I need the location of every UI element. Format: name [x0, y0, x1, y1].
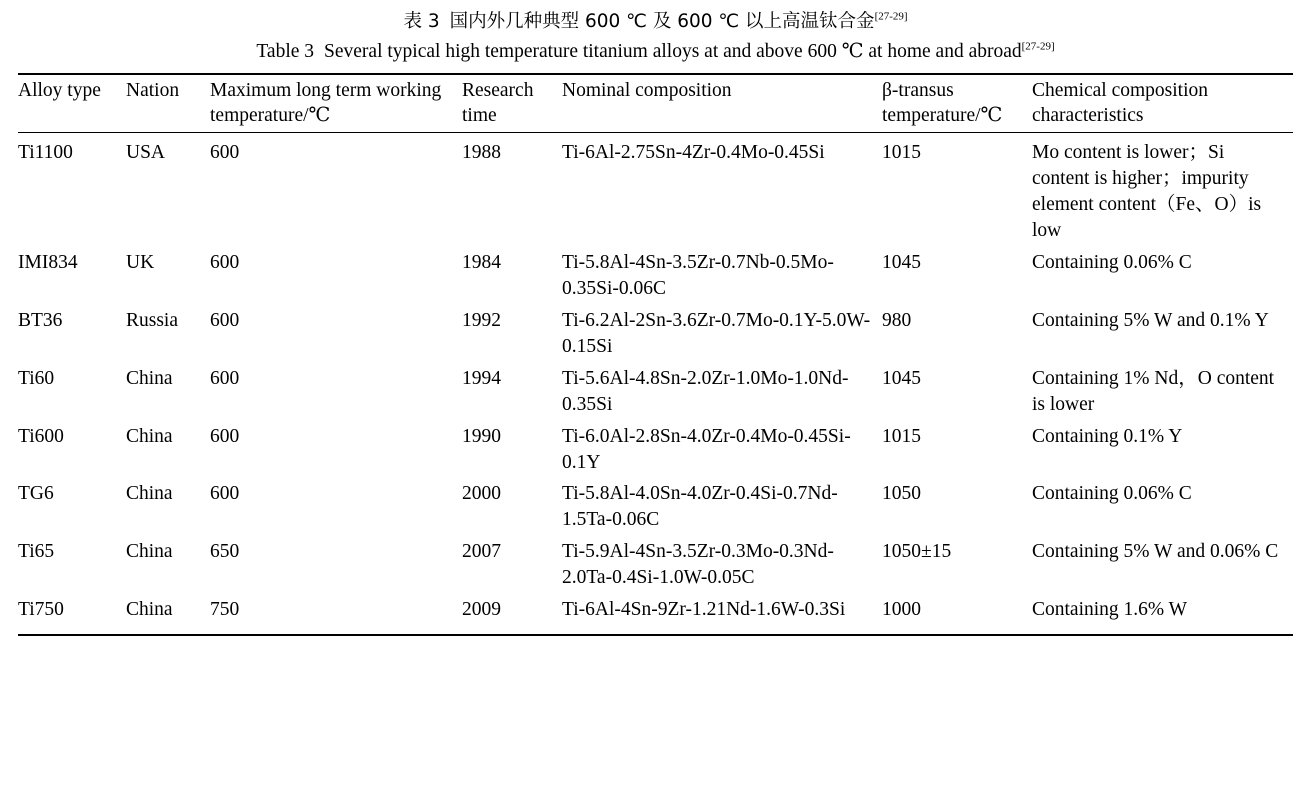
table-row — [18, 421, 1293, 479]
cell-max-temperature: 600 — [210, 425, 240, 447]
cell-beta-transus: 1000 — [882, 594, 1032, 635]
cell-beta-transus: 1045 — [882, 367, 921, 389]
cell-characteristics: Containing 5% W and 0.06% C — [1032, 541, 1279, 563]
table-header-row — [18, 74, 1293, 133]
table-header — [18, 74, 1293, 133]
caption-english-label: Table 3 — [256, 41, 315, 63]
cell-characteristics: Containing 1.6% W — [1032, 594, 1293, 635]
cell-beta-transus: 1050 — [882, 483, 921, 505]
cell-characteristics: Containing 0.06% C — [1032, 483, 1192, 505]
cell-max-temperature: 750 — [210, 594, 462, 635]
cell-beta-transus: 1050±15 — [882, 541, 952, 563]
cell-alloy-type: TG6 — [18, 483, 54, 505]
cell-nominal-composition: Ti-6.2Al-2Sn-3.6Zr-0.7Mo-0.1Y-5.0W-0.15Si — [562, 309, 871, 357]
column-header-chemical-composition-characteristics: Chemical composition characteristics — [1032, 74, 1293, 133]
cell-characteristics: Mo content is lower；Si content is higher；impurity element content（Fe、O）is low — [1032, 133, 1293, 247]
table-row — [18, 247, 1293, 305]
cell-research-time: 2000 — [462, 483, 501, 505]
cell-alloy-type: BT36 — [18, 309, 63, 331]
cell-max-temperature: 650 — [210, 541, 240, 563]
cell-characteristics: Containing 5% W and 0.1% Y — [1032, 309, 1269, 331]
table-caption — [18, 8, 1293, 67]
table-row — [18, 363, 1293, 421]
caption-chinese — [18, 8, 1293, 36]
caption-chinese-label: 表 3 — [403, 11, 440, 32]
table-row — [18, 594, 1293, 635]
cell-nominal-composition: Ti-5.8Al-4.0Sn-4.0Zr-0.4Si-0.7Nd-1.5Ta-0.06C — [562, 483, 838, 531]
cell-alloy-type: IMI834 — [18, 252, 78, 274]
cell-research-time: 1984 — [462, 252, 501, 274]
cell-nation: China — [126, 541, 173, 563]
cell-nominal-composition: Ti-6Al-2.75Sn-4Zr-0.4Mo-0.45Si — [562, 133, 882, 247]
caption-english-reference: [27-29] — [1021, 40, 1055, 53]
column-header-beta-transus-temperature: β-transus temperature/℃ — [882, 74, 1032, 133]
cell-research-time: 1992 — [462, 309, 501, 331]
caption-chinese-title: 国内外几种典型 600 ℃ 及 600 ℃ 以上高温钛合金 — [449, 11, 875, 32]
column-header-nominal-composition: Nominal composition — [562, 74, 882, 133]
cell-research-time: 1994 — [462, 367, 501, 389]
alloys-table — [18, 73, 1293, 637]
cell-characteristics: Containing 1% Nd，O content is lower — [1032, 367, 1275, 415]
cell-nominal-composition: Ti-6Al-4Sn-9Zr-1.21Nd-1.6W-0.3Si — [562, 594, 882, 635]
cell-nation: China — [126, 425, 173, 447]
table-row — [18, 133, 1293, 247]
cell-alloy-type: Ti60 — [18, 367, 55, 389]
table-row — [18, 478, 1293, 536]
column-header-research-time: Research time — [462, 74, 562, 133]
table-row — [18, 305, 1293, 363]
caption-english — [18, 38, 1293, 66]
cell-research-time: 1990 — [462, 425, 501, 447]
cell-nominal-composition: Ti-5.8Al-4Sn-3.5Zr-0.7Nb-0.5Mo-0.35Si-0.06C — [562, 252, 834, 299]
cell-research-time: 2009 — [462, 594, 562, 635]
cell-nation: China — [126, 483, 173, 505]
cell-max-temperature: 600 — [210, 133, 462, 247]
caption-chinese-reference: [27-29] — [874, 10, 908, 23]
table-row — [18, 536, 1293, 594]
cell-alloy-type: Ti65 — [18, 541, 55, 563]
column-header-nation: Nation — [126, 74, 210, 133]
cell-nation: China — [126, 594, 210, 635]
cell-nation: Russia — [126, 309, 179, 331]
cell-nation: China — [126, 367, 173, 389]
cell-characteristics: Containing 0.1% Y — [1032, 425, 1183, 447]
cell-alloy-type: Ti600 — [18, 425, 64, 447]
cell-research-time: 2007 — [462, 541, 501, 563]
cell-nominal-composition: Ti-5.9Al-4Sn-3.5Zr-0.3Mo-0.3Nd-2.0Ta-0.4Si-1.0W-0.05C — [562, 541, 834, 589]
cell-beta-transus: 980 — [882, 309, 912, 331]
cell-max-temperature: 600 — [210, 367, 240, 389]
table-body — [18, 133, 1293, 635]
cell-nation: USA — [126, 133, 210, 247]
cell-nation: UK — [126, 252, 155, 274]
cell-beta-transus: 1015 — [882, 133, 1032, 247]
cell-alloy-type: Ti750 — [18, 594, 126, 635]
cell-research-time: 1988 — [462, 133, 562, 247]
column-header-alloy-type: Alloy type — [18, 74, 126, 133]
caption-english-title: Several typical high temperature titanium alloys at and above 600 ℃ at home and abroad — [324, 41, 1022, 63]
cell-max-temperature: 600 — [210, 252, 240, 274]
cell-nominal-composition: Ti-5.6Al-4.8Sn-2.0Zr-1.0Mo-1.0Nd-0.35Si — [562, 367, 849, 415]
cell-beta-transus: 1015 — [882, 425, 921, 447]
cell-alloy-type: Ti1100 — [18, 133, 126, 247]
cell-nominal-composition: Ti-6.0Al-2.8Sn-4.0Zr-0.4Mo-0.45Si-0.1Y — [562, 425, 851, 473]
cell-max-temperature: 600 — [210, 309, 240, 331]
cell-characteristics: Containing 0.06% C — [1032, 252, 1192, 274]
cell-beta-transus: 1045 — [882, 252, 921, 274]
cell-max-temperature: 600 — [210, 483, 240, 505]
column-header-max-working-temperature: Maximum long term working temperature/℃ — [210, 74, 462, 133]
